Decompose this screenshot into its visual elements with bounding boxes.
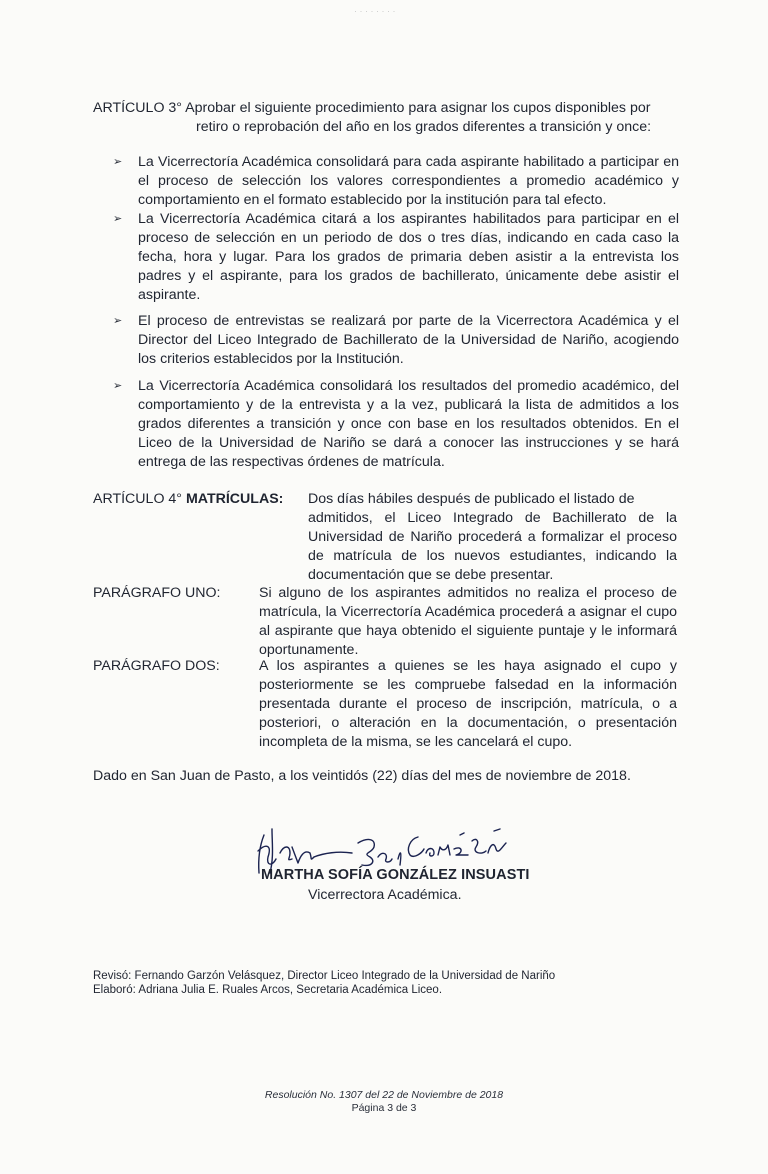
list-item — [113, 312, 679, 369]
arrow-bullet-icon: ➢ — [113, 213, 123, 225]
paragrafo-uno-label: PARÁGRAFO UNO: — [93, 585, 221, 601]
reviso-line: Revisó: Fernando Garzón Velásquez, Director Liceo Integrado de la Universidad de Nariño — [93, 970, 556, 982]
articulo-4-title: MATRÍCULAS: — [185, 491, 284, 507]
signer-name: MARTHA SOFÍA GONZÁLEZ INSUASTI — [261, 867, 530, 883]
articulo-3-line2: retiro o reprobación del año en los grados diferentes a transición y once: — [196, 119, 652, 135]
articulo-3-line1: Aprobar el siguiente procedimiento para asignar los cupos disponibles por — [185, 100, 651, 116]
list-item — [113, 210, 679, 305]
arrow-bullet-icon: ➢ — [113, 380, 123, 392]
list-item — [113, 153, 679, 210]
list-item-text: La Vicerrectoría Académica consolidará los resultados del promedio académico, del comportamiento y de la entrevista y a la vez, publicará la lista de admitidos a los grados diferentes a transición y once con base en los resultados obtenidos. En el Liceo de la Universidad de Nariño se dará a conocer las instrucciones y se hará entrega de las respectivas órdenes de matrícula. — [138, 378, 679, 470]
footer-resolucion: Resolución No. 1307 del 22 de Noviembre de 2018 — [264, 1089, 504, 1101]
articulo-4-first-line: Dos días hábiles después de publicado el listado de — [308, 491, 635, 507]
list-item-text: El proceso de entrevistas se realizará por parte de la Vicerrectora Académica y el Director del Liceo Integrado de Bachillerato de la Universidad de Nariño, acogiendo los criterios establecidos por la Institución. — [138, 313, 679, 367]
list-item-text: La Vicerrectoría Académica consolidará para cada aspirante habilitado a participar en el proceso de selección los valores correspondientes a promedio académico y comportamiento en el formato establecido por la institución para tal efecto. — [138, 154, 679, 208]
signer-role: Vicerrectora Académica. — [308, 887, 462, 903]
articulo-3-label: ARTÍCULO 3° — [93, 100, 182, 116]
paragrafo-uno-text: Si alguno de los aspirantes admitidos no realiza el proceso de matrícula, la Vicerrectoría Académica procederá a asignar el cupo al aspirante que haya obtenido el siguiente puntaje y le informará oportunamente. — [259, 585, 677, 658]
arrow-bullet-icon: ➢ — [113, 315, 123, 327]
paragrafo-dos-text: A los aspirantes a quienes se les haya asignado el cupo y posteriormente se les compruebe falsedad en la información presentada durante el proceso de inscripción, matrícula, o a posteriori, o alteración en la documentación, o presentación incompleta de la misma, se les cancelará el cupo. — [259, 658, 677, 750]
closing-statement: Dado en San Juan de Pasto, a los veintidós (22) días del mes de noviembre de 2018. — [93, 768, 631, 784]
articulo-4-body: admitidos, el Liceo Integrado de Bachillerato de la Universidad de Nariño procederá a formalizar el proceso de matrícula de los nuevos estudiantes, indicando la documentación que se debe presentar. — [308, 510, 677, 583]
list-item-text: La Vicerrectoría Académica citará a los aspirantes habilitados para participar en el proceso de selección en un periodo de dos o tres días, indicando en cada caso la fecha, hora y lugar. Para los grados de primaria deben asistir a la entrevista los padres y el aspirante, para los grados de bachillerato, únicamente debe asistir el aspirante. — [138, 211, 679, 303]
list-item — [113, 377, 679, 472]
arrow-bullet-icon: ➢ — [113, 156, 123, 168]
paragrafo-dos-label: PARÁGRAFO DOS: — [93, 658, 220, 674]
elaboro-line: Elaboró: Adriana Julia E. Ruales Arcos, Secretaria Académica Liceo. — [93, 984, 443, 996]
scan-mark: · · · · · · · · — [354, 6, 396, 16]
articulo-4-heading — [93, 490, 283, 509]
footer-page-number: Página 3 de 3 — [351, 1102, 417, 1114]
articulo-4-label: ARTÍCULO 4° — [93, 491, 182, 507]
articulo-3-heading — [93, 99, 695, 137]
